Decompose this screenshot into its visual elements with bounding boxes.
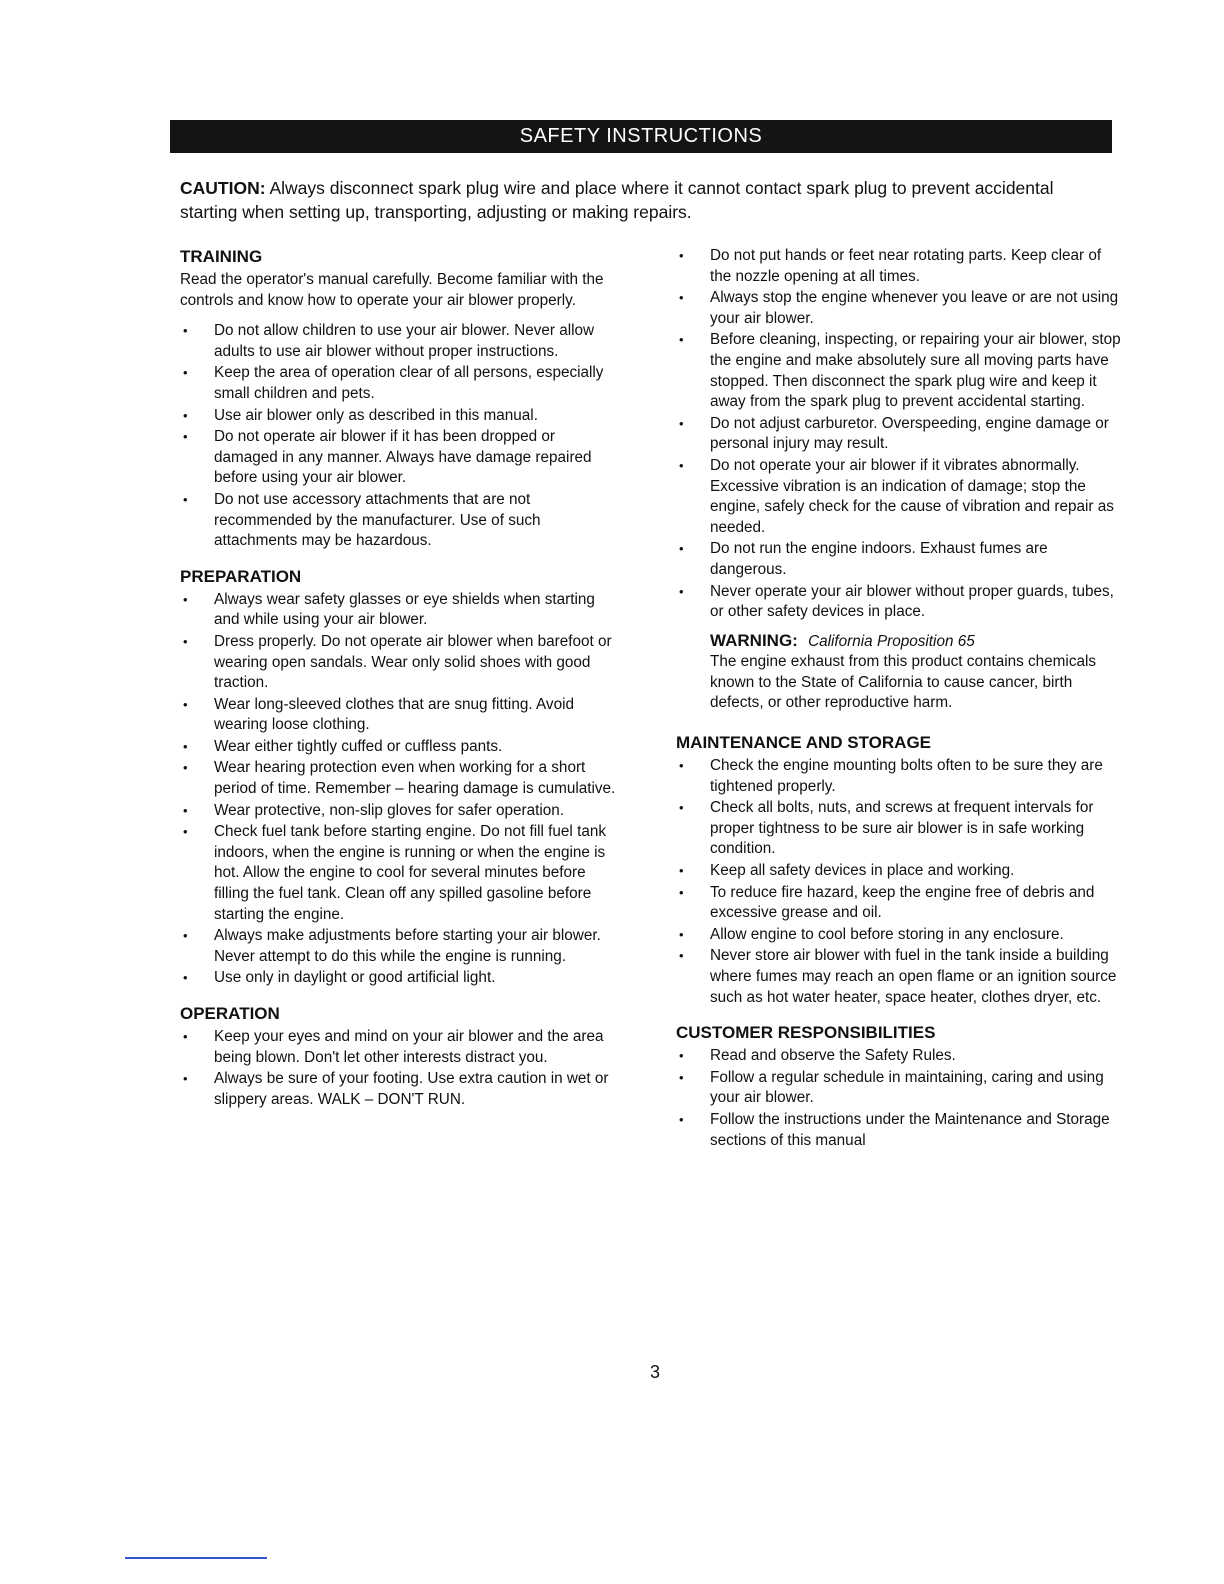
- list-item: • Allow engine to cool before storing in any enclosure.: [676, 925, 1121, 946]
- customer-list: [676, 1046, 1121, 1151]
- warning-subtitle: California Proposition 65: [808, 632, 975, 650]
- caution-label: CAUTION:: [180, 178, 266, 198]
- list-item: • Always be sure of your footing. Use extra caution in wet or slippery areas. WALK – DON'T RUN.: [180, 1069, 620, 1110]
- training-intro: Read the operator's manual carefully. Become familiar with the controls and know how to operate your air blower properly.: [180, 271, 604, 309]
- customer-heading: CUSTOMER RESPONSIBILITIES: [676, 1023, 936, 1043]
- list-item: • Wear either tightly cuffed or cuffless pants.: [180, 737, 620, 758]
- warning-block: [676, 631, 1121, 714]
- list-item: • Follow the instructions under the Maintenance and Storage sections of this manual: [676, 1110, 1121, 1151]
- list-item: • Do not run the engine indoors. Exhaust fumes are dangerous.: [676, 539, 1121, 580]
- list-item: • Keep all safety devices in place and working.: [676, 861, 1121, 882]
- preparation-list: [180, 590, 620, 989]
- list-item: • Follow a regular schedule in maintaining, caring and using your air blower.: [676, 1068, 1121, 1109]
- training-section: [180, 246, 620, 552]
- operation-list-part2: [676, 246, 1121, 623]
- list-item: • To reduce fire hazard, keep the engine free of debris and excessive grease and oil.: [676, 883, 1121, 924]
- list-item: • Always stop the engine whenever you leave or are not using your air blower.: [676, 288, 1121, 329]
- list-item: • Always make adjustments before starting your air blower. Never attempt to do this while the engine is running.: [180, 926, 620, 967]
- caution-text: Always disconnect spark plug wire and place where it cannot contact spark plug to prevent accidental starting when setting up, transporting, adjusting or making repairs.: [180, 178, 1054, 222]
- list-item: • Wear hearing protection even when working for a short period of time. Remember – hearing damage is cumulative.: [180, 758, 620, 799]
- list-item: • Check all bolts, nuts, and screws at frequent intervals for proper tightness to be sure air blower is in safe working condition.: [676, 798, 1121, 860]
- scan-artifact-line: [125, 1557, 267, 1559]
- list-item: • Always wear safety glasses or eye shields when starting and while using your air blower.: [180, 590, 620, 631]
- customer-section: [676, 1022, 1121, 1151]
- list-item: • Use only in daylight or good artificial light.: [180, 968, 620, 989]
- caution-notice: [180, 176, 1080, 224]
- list-item: • Use air blower only as described in this manual.: [180, 406, 620, 427]
- section-banner: SAFETY INSTRUCTIONS: [170, 120, 1112, 153]
- operation-section: [180, 1003, 620, 1110]
- preparation-heading: PREPARATION: [180, 566, 302, 586]
- list-item: • Dress properly. Do not operate air blower when barefoot or wearing open sandals. Wear only solid shoes with good traction.: [180, 632, 620, 694]
- list-item: • Never operate your air blower without proper guards, tubes, or other safety devices in place.: [676, 582, 1121, 623]
- list-item: • Do not use accessory attachments that are not recommended by the manufacturer. Use of such attachments may be hazardous.: [180, 490, 620, 552]
- operation-list-part1: [180, 1027, 620, 1110]
- list-item: • Check fuel tank before starting engine. Do not fill fuel tank indoors, when the engine is running or when the engine is hot. Allow the engine to cool for several minutes before filling the fuel tank. Clean off any spilled gasoline before starting the engine.: [180, 822, 620, 925]
- list-item: • Wear protective, non-slip gloves for safer operation.: [180, 801, 620, 822]
- list-item: • Read and observe the Safety Rules.: [676, 1046, 1121, 1067]
- list-item: • Never store air blower with fuel in the tank inside a building where fumes may reach an open flame or an ignition source such as hot water heater, space heater, clothes dryer, etc.: [676, 946, 1121, 1008]
- list-item: • Do not adjust carburetor. Overspeeding, engine damage or personal injury may result.: [676, 414, 1121, 455]
- page-number: 3: [649, 1362, 660, 1382]
- maintenance-list: [676, 756, 1121, 1008]
- preparation-section: [180, 566, 620, 989]
- right-column: [676, 246, 1121, 1165]
- list-item: • Do not operate your air blower if it vibrates abnormally. Excessive vibration is an indication of damage; stop the engine, safely check for the cause of vibration and repair as needed.: [676, 456, 1121, 538]
- training-list: [180, 321, 620, 552]
- warning-label: WARNING:: [710, 630, 798, 650]
- list-item: • Before cleaning, inspecting, or repairing your air blower, stop the engine and make absolutely sure all moving parts have stopped. Then disconnect the spark plug wire and keep it away from the spark plug to prevent accidental starting.: [676, 330, 1121, 412]
- left-column: [180, 246, 620, 1124]
- list-item: • Keep your eyes and mind on your air blower and the area being blown. Don't let other interests distract you.: [180, 1027, 620, 1068]
- list-item: • Do not allow children to use your air blower. Never allow adults to use air blower without proper instructions.: [180, 321, 620, 362]
- list-item: • Wear long-sleeved clothes that are snug fitting. Avoid wearing loose clothing.: [180, 695, 620, 736]
- maintenance-section: [676, 732, 1121, 1008]
- list-item: • Check the engine mounting bolts often to be sure they are tightened properly.: [676, 756, 1121, 797]
- list-item: • Do not put hands or feet near rotating parts. Keep clear of the nozzle opening at all times.: [676, 246, 1121, 287]
- warning-text: The engine exhaust from this product contains chemicals known to the State of California to cause cancer, birth defects, or other reproductive harm.: [710, 653, 1097, 712]
- list-item: • Keep the area of operation clear of all persons, especially small children and pets.: [180, 363, 620, 404]
- operation-heading: OPERATION: [180, 1004, 280, 1023]
- maintenance-heading: MAINTENANCE AND STORAGE: [676, 733, 932, 753]
- training-heading: TRAINING: [180, 247, 263, 266]
- list-item: • Do not operate air blower if it has been dropped or damaged in any manner. Always have damage repaired before using your air blower.: [180, 427, 620, 489]
